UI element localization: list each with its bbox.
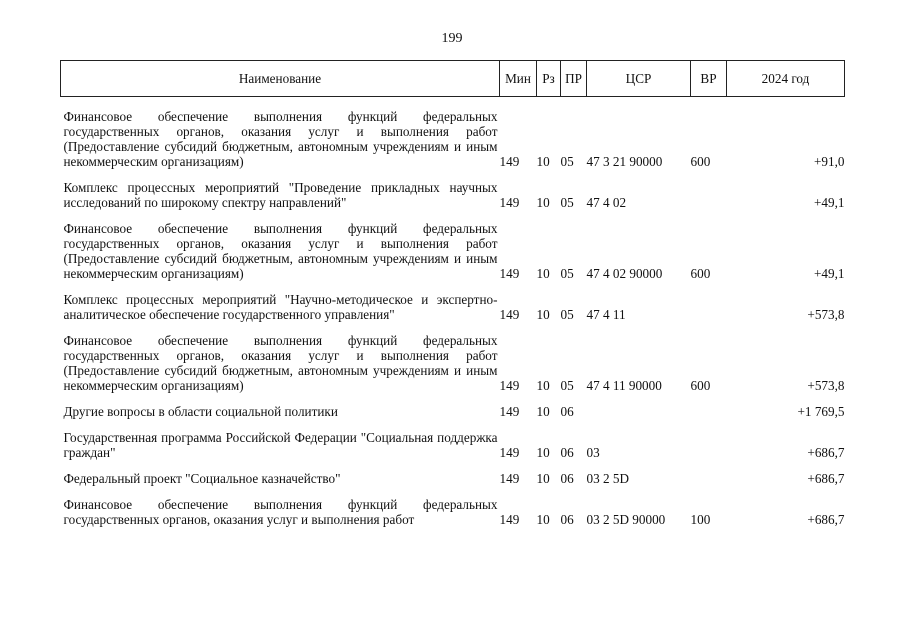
cell-name: Финансовое обеспечение выполнения функций федеральных государственных органов, оказания услуг и выполнения работ (Предоставление субсидий бюджетным, автономным учреждениям и иным некоммерческим организациям): [63, 109, 498, 169]
cell-csr: [587, 404, 691, 419]
table-row: [61, 109, 845, 169]
cell-year: +91,0: [813, 154, 845, 169]
header-vr: ВР: [691, 61, 727, 97]
header-year: 2024 год: [727, 61, 845, 97]
cell-min: 149: [499, 266, 520, 281]
table-row: [61, 471, 845, 486]
cell-vr: 600: [690, 154, 711, 169]
table-row: [61, 180, 845, 210]
cell-rz: 10: [536, 195, 550, 210]
cell-pr: 06: [560, 445, 574, 460]
cell-rz: 10: [536, 404, 550, 419]
cell-min: 149: [499, 195, 520, 210]
cell-year: +49,1: [813, 266, 845, 281]
cell-pr: 06: [560, 404, 574, 419]
cell-csr: 47 4 02: [586, 195, 627, 210]
header-min: Мин: [500, 61, 537, 97]
cell-year: +686,7: [807, 445, 845, 460]
cell-csr: 47 4 02 90000: [586, 266, 663, 281]
table-body: [61, 97, 845, 528]
cell-rz: 10: [536, 307, 550, 322]
row-spacer: [61, 419, 845, 430]
cell-name: Федеральный проект "Социальное казначейство": [63, 471, 341, 486]
cell-year: +49,1: [813, 195, 845, 210]
cell-csr: 47 4 11 90000: [586, 378, 662, 393]
row-spacer-cell: [61, 97, 845, 110]
row-spacer: [61, 169, 845, 180]
cell-vr: [691, 430, 727, 460]
row-spacer: [61, 97, 845, 110]
cell-pr: 05: [560, 378, 574, 393]
header-pr: ПР: [561, 61, 587, 97]
cell-rz: 10: [536, 512, 550, 527]
cell-vr: [691, 404, 727, 419]
cell-name: Финансовое обеспечение выполнения функций федеральных государственных органов, оказания услуг и выполнения работ (Предоставление субсидий бюджетным, автономным учреждениям и иным некоммерческим организациям): [63, 333, 498, 393]
cell-min: 149: [499, 404, 520, 419]
row-spacer: [61, 281, 845, 292]
cell-pr: 05: [560, 195, 574, 210]
cell-min: 149: [499, 378, 520, 393]
row-spacer: [61, 460, 845, 471]
row-spacer: [61, 393, 845, 404]
table-row: [61, 497, 845, 527]
cell-vr: 100: [690, 512, 711, 527]
cell-rz: 10: [536, 471, 550, 486]
cell-year: +1 769,5: [797, 404, 845, 419]
header-rz: Рз: [537, 61, 561, 97]
cell-rz: 10: [536, 445, 550, 460]
row-spacer: [61, 486, 845, 497]
table-row: [61, 333, 845, 393]
cell-min: 149: [499, 471, 520, 486]
header-row: [61, 61, 845, 97]
cell-name: Государственная программа Российской Федерации "Социальная поддержка граждан": [63, 430, 498, 460]
cell-rz: 10: [536, 378, 550, 393]
row-spacer-cell: [61, 419, 845, 430]
cell-min: 149: [499, 445, 520, 460]
cell-csr: 03 2 5D 90000: [586, 512, 666, 527]
cell-vr: 600: [690, 378, 711, 393]
cell-year: +573,8: [807, 307, 845, 322]
cell-name: Финансовое обеспечение выполнения функций федеральных государственных органов, оказания услуг и выполнения работ: [63, 497, 498, 527]
header-name: Наименование: [61, 61, 500, 97]
cell-pr: 06: [560, 512, 574, 527]
row-spacer-cell: [61, 393, 845, 404]
row-spacer: [61, 322, 845, 333]
cell-year: +573,8: [807, 378, 845, 393]
cell-vr: 600: [690, 266, 711, 281]
table-row: [61, 430, 845, 460]
header-csr: ЦСР: [587, 61, 691, 97]
cell-name: Комплекс процессных мероприятий "Научно-методическое и экспертно-аналитическое обеспечение государственного управления": [63, 292, 498, 322]
cell-vr: [691, 180, 727, 210]
row-spacer-cell: [61, 210, 845, 221]
row-spacer-cell: [61, 322, 845, 333]
cell-name: Комплекс процессных мероприятий "Проведение прикладных научных исследований по широкому спектру направлений": [63, 180, 498, 210]
cell-rz: 10: [536, 154, 550, 169]
cell-min: 149: [499, 307, 520, 322]
table-row: [61, 221, 845, 281]
row-spacer-cell: [61, 486, 845, 497]
budget-table: [60, 60, 845, 527]
row-spacer: [61, 210, 845, 221]
row-spacer-cell: [61, 281, 845, 292]
table-row: [61, 292, 845, 322]
cell-vr: [691, 471, 727, 486]
page-number: 199: [441, 31, 463, 46]
cell-min: 149: [499, 154, 520, 169]
cell-csr: 47 4 11: [586, 307, 626, 322]
row-spacer-cell: [61, 460, 845, 471]
cell-csr: 03: [586, 445, 600, 460]
cell-csr: 47 3 21 90000: [586, 154, 663, 169]
row-spacer-cell: [61, 169, 845, 180]
cell-name: Финансовое обеспечение выполнения функций федеральных государственных органов, оказания услуг и выполнения работ (Предоставление субсидий бюджетным, автономным учреждениям и иным некоммерческим организациям): [63, 221, 498, 281]
cell-name: Другие вопросы в области социальной политики: [63, 404, 338, 419]
cell-min: 149: [499, 512, 520, 527]
cell-year: +686,7: [807, 471, 845, 486]
cell-rz: 10: [536, 266, 550, 281]
cell-vr: [691, 292, 727, 322]
cell-year: +686,7: [807, 512, 845, 527]
cell-csr: 03 2 5D: [586, 471, 629, 486]
cell-pr: 05: [560, 266, 574, 281]
table-header: [61, 61, 845, 97]
table-row: [61, 404, 845, 419]
cell-pr: 05: [560, 154, 574, 169]
cell-pr: 05: [560, 307, 574, 322]
cell-pr: 06: [560, 471, 574, 486]
